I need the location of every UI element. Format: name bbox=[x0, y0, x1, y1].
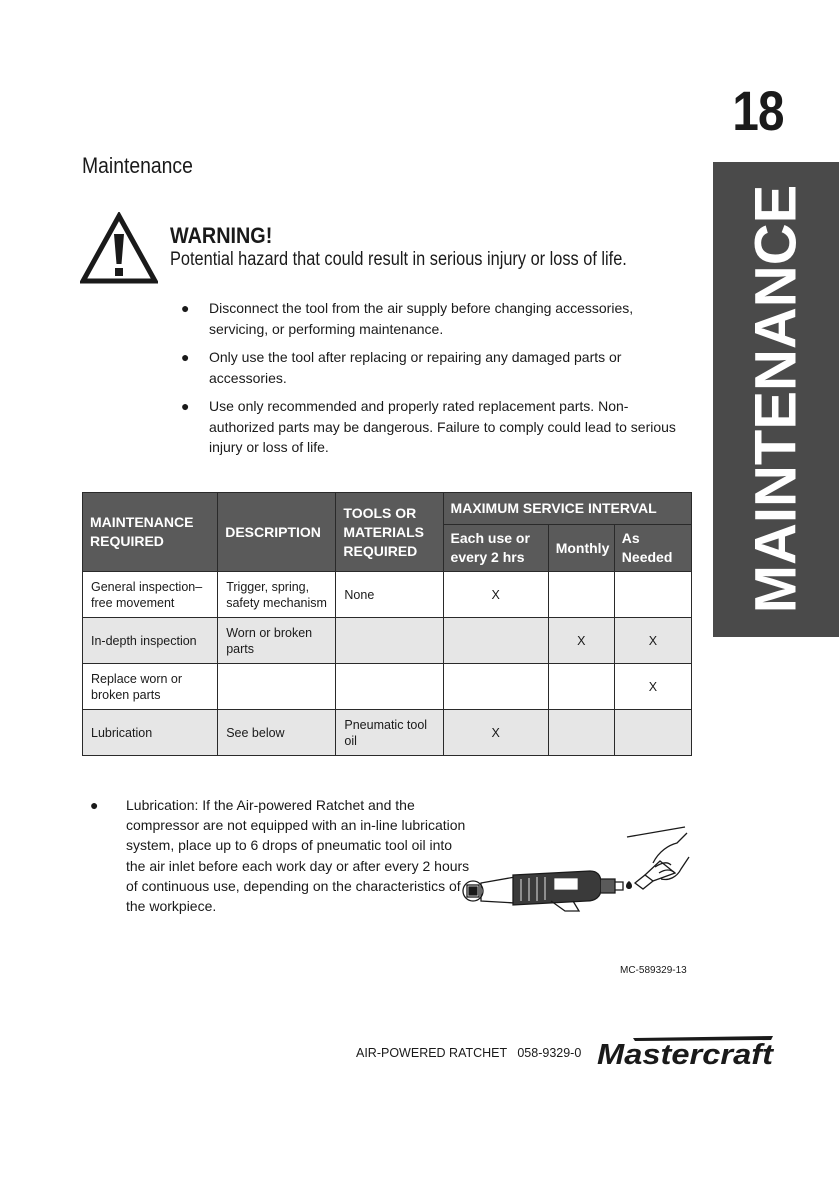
warning-title: WARNING! bbox=[170, 223, 273, 248]
section-side-tab bbox=[713, 162, 839, 637]
bullet-icon: ● bbox=[90, 797, 99, 813]
cell-description: Trigger, spring, safety mechanism bbox=[218, 572, 336, 618]
bullet-icon: ● bbox=[181, 300, 190, 316]
cell-description: See below bbox=[218, 710, 336, 756]
table-row bbox=[83, 664, 692, 710]
list-item: ● Only use the tool after replacing or repairing any damaged parts or accessories. bbox=[181, 349, 622, 386]
figure-code: MC-589329-13 bbox=[620, 965, 687, 976]
cell-as-needed: X bbox=[614, 664, 691, 710]
cell-each-use: X bbox=[443, 710, 548, 756]
header-each-use: Each use or every 2 hrs bbox=[443, 525, 548, 572]
bullet-icon: ● bbox=[181, 349, 190, 365]
cell-maintenance: In-depth inspection bbox=[83, 618, 218, 664]
cell-as-needed: X bbox=[614, 618, 691, 664]
header-as-needed: As Needed bbox=[614, 525, 691, 572]
ratchet-oiling-illustration-icon bbox=[455, 823, 690, 923]
header-tools-required: TOOLS OR MATERIALS REQUIRED bbox=[336, 493, 443, 572]
table-row bbox=[83, 710, 692, 756]
svg-text:Mastercraft: Mastercraft bbox=[597, 1039, 775, 1068]
cell-monthly: X bbox=[548, 618, 614, 664]
side-tab-label: MAINTENANCE bbox=[743, 184, 809, 614]
footer-product-info: AIR-POWERED RATCHET 058-9329-0 bbox=[356, 1046, 582, 1060]
cell-each-use: X bbox=[443, 572, 548, 618]
warning-text: Potential hazard that could result in serious injury or loss of life. bbox=[170, 249, 627, 270]
cell-as-needed bbox=[614, 710, 691, 756]
safety-bullet-list bbox=[178, 298, 678, 466]
section-title: Maintenance bbox=[82, 153, 193, 178]
cell-description bbox=[218, 664, 336, 710]
cell-maintenance: Lubrication bbox=[83, 710, 218, 756]
cell-monthly bbox=[548, 710, 614, 756]
cell-maintenance: Replace worn or broken parts bbox=[83, 664, 218, 710]
header-max-service-interval: MAXIMUM SERVICE INTERVAL bbox=[443, 493, 691, 525]
table-row bbox=[83, 618, 692, 664]
header-monthly: Monthly bbox=[548, 525, 614, 572]
cell-each-use bbox=[443, 618, 548, 664]
cell-tools: Pneumatic tool oil bbox=[336, 710, 443, 756]
page-number: 18 bbox=[732, 79, 784, 142]
list-item: ● Use only recommended and properly rated replacement parts. Non-authorized parts may be dangerous. Failure to comply could lead to serious injury or loss of life. bbox=[181, 398, 676, 455]
cell-maintenance: General inspection– free movement bbox=[83, 572, 218, 618]
cell-each-use bbox=[443, 664, 548, 710]
lubrication-note: ● Lubrication: If the Air-powered Ratchet and the compressor are not equipped with an in-line lubrication system, place up to 6 drops of pneumatic tool oil into the air inlet before each work day or after every 2 hours of continuous use, depending on the characteristics of the workpiece. bbox=[90, 797, 470, 915]
cell-as-needed bbox=[614, 572, 691, 618]
cell-monthly bbox=[548, 572, 614, 618]
header-description: DESCRIPTION bbox=[218, 493, 336, 572]
cell-tools bbox=[336, 664, 443, 710]
warning-triangle-icon bbox=[80, 212, 158, 284]
brand-logo bbox=[595, 1034, 777, 1068]
table-row bbox=[83, 572, 692, 618]
bullet-icon: ● bbox=[181, 398, 190, 414]
cell-tools: None bbox=[336, 572, 443, 618]
cell-description: Worn or broken parts bbox=[218, 618, 336, 664]
cell-tools bbox=[336, 618, 443, 664]
maintenance-table bbox=[82, 492, 692, 756]
list-item: ● Disconnect the tool from the air supply before changing accessories, servicing, or performing maintenance. bbox=[181, 300, 634, 337]
cell-monthly bbox=[548, 664, 614, 710]
header-maintenance-required: MAINTENANCE REQUIRED bbox=[83, 493, 218, 572]
